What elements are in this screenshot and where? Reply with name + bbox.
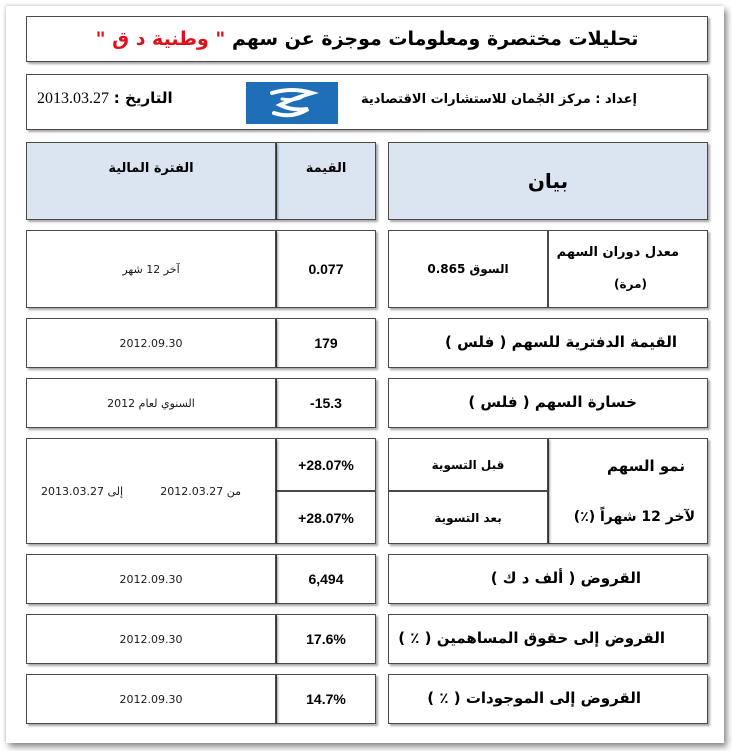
loans-label: القروض ( ألف د ك ) — [490, 569, 641, 587]
row-turnover-label — [548, 230, 708, 308]
bookvalue-period: 2012.09.30 — [119, 336, 183, 350]
report-date — [37, 89, 173, 108]
row-loans-equity-period — [26, 614, 276, 664]
turnover-label: معدل دوران السهم — [556, 245, 679, 260]
loans-equity-label: القروض إلى حقوق المساهمين ( ٪ ) — [398, 629, 665, 647]
loans-value: 6,494 — [308, 571, 344, 587]
row-loans-assets-label — [388, 674, 708, 724]
row-growth-after-value — [276, 491, 376, 544]
loans-assets-label: القروض إلى الموجودات ( ٪ ) — [427, 689, 641, 707]
growth-before-value: +28.07% — [298, 456, 354, 473]
header-statement-label: بيان — [527, 169, 569, 193]
row-bookvalue-period — [26, 318, 276, 368]
row-turnover-period — [26, 230, 276, 308]
growth-label-period: لآخر 12 شهراً (٪) — [573, 509, 695, 525]
company-name: " وطنية د ق " — [95, 28, 226, 50]
row-bookvalue-label — [388, 318, 708, 368]
market-turnover: السوق 0.865 — [427, 262, 509, 276]
title-text: تحليلات مختصرة ومعلومات موجزة عن سهم — [231, 28, 639, 50]
row-turnover-value — [276, 230, 376, 308]
row-loans-assets-value — [276, 674, 376, 724]
row-loans-assets-period — [26, 674, 276, 724]
turnover-unit: (مرة) — [614, 277, 647, 291]
row-turnover-market — [388, 230, 548, 308]
turnover-period: آخر 12 شهر — [122, 262, 180, 276]
growth-period-to: إلى 2013.03.27 — [41, 485, 124, 498]
row-growth-before-value — [276, 438, 376, 491]
header-value — [276, 142, 376, 220]
bookvalue-label: القيمة الدفترية للسهم ( فلس ) — [445, 333, 677, 351]
row-loans-equity-value — [276, 614, 376, 664]
row-growth-period — [26, 438, 276, 544]
row-growth-before — [388, 438, 548, 491]
row-loss-value — [276, 378, 376, 428]
row-loss-period — [26, 378, 276, 428]
date-value: 2013.03.27 — [37, 90, 109, 107]
loans-assets-value: 14.7% — [306, 691, 346, 707]
loss-period: السنوي لعام 2012 — [107, 396, 195, 410]
prepared-by: إعداد : مركز الجُمان للاستشارات الاقتصادية — [360, 92, 637, 107]
turnover-value: 0.077 — [308, 261, 344, 277]
loans-period: 2012.09.30 — [119, 572, 183, 586]
row-bookvalue-value — [276, 318, 376, 368]
page-title — [96, 28, 639, 50]
growth-period-from: من 2012.03.27 — [160, 485, 241, 498]
row-loans-label — [388, 554, 708, 604]
date-label: التاريخ : — [113, 89, 173, 107]
header-period-label: الفترة المالية — [108, 160, 194, 176]
loss-label: خسارة السهم ( فلس ) — [468, 393, 637, 411]
growth-after-value: +28.07% — [298, 509, 354, 526]
header-period — [26, 142, 276, 220]
bookvalue-value: 179 — [314, 335, 338, 351]
loans-equity-value: 17.6% — [306, 631, 346, 647]
growth-before-label: قبل التسوية — [431, 457, 505, 472]
jumaan-logo-icon — [246, 82, 338, 124]
row-loans-value — [276, 554, 376, 604]
row-loans-equity-label — [388, 614, 708, 664]
header-value-label: القيمة — [305, 160, 347, 176]
row-loans-period — [26, 554, 276, 604]
loss-value: -15.3 — [310, 395, 342, 411]
title-box — [26, 16, 708, 62]
info-box — [26, 74, 708, 130]
growth-after-label: بعد التسوية — [434, 510, 502, 525]
header-statement — [388, 142, 708, 220]
loans-equity-period: 2012.09.30 — [119, 632, 183, 646]
row-loss-label — [388, 378, 708, 428]
loans-assets-period: 2012.09.30 — [119, 692, 183, 706]
growth-label: نمو السهم — [606, 457, 685, 475]
row-growth-after — [388, 491, 548, 544]
row-growth-label — [548, 438, 708, 544]
